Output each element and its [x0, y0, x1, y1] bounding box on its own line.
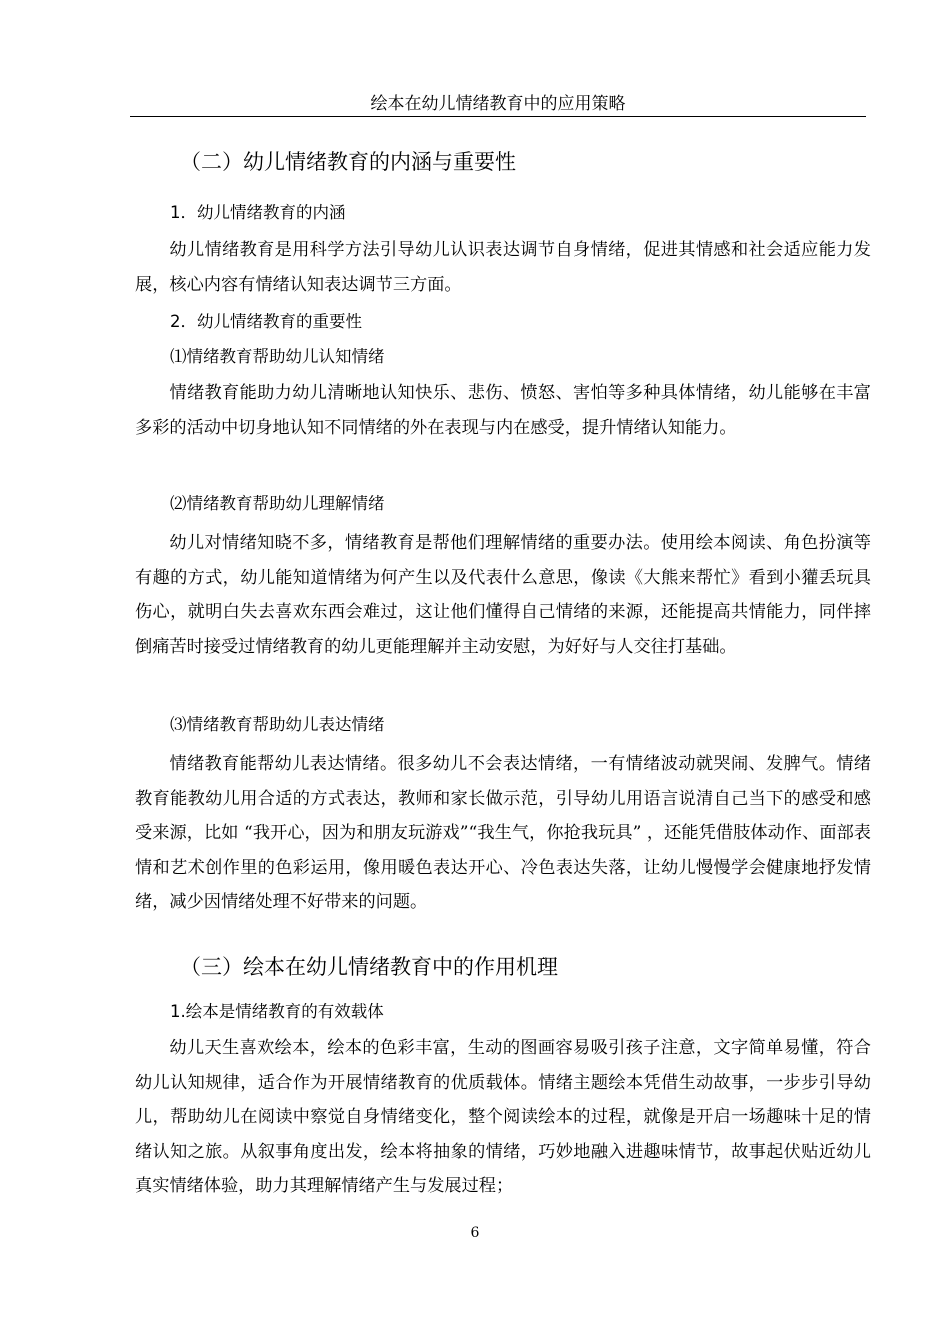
- paragraph-recognize: 情绪教育能助力幼儿清晰地认知快乐、悲伤、愤怒、害怕等多种具体情绪，幼儿能够在丰富多彩的活动中切身地认知不同情绪的外在表现与内在感受，提升情绪认知能力。: [135, 383, 871, 438]
- section-heading-3: （三）绘本在幼儿情绪教育中的作用机理: [180, 955, 558, 979]
- item-title-recognize: ⑴情绪教育帮助幼儿认知情绪: [170, 347, 385, 366]
- subsection-title-carrier: 1.绘本是情绪教育的有效载体: [170, 1002, 384, 1021]
- running-header: 绘本在幼儿情绪教育中的应用策略: [370, 94, 626, 114]
- paragraph-express: 情绪教育能帮幼儿表达情绪。很多幼儿不会表达情绪，一有情绪波动就哭闹、发脾气。情绪教育能教幼儿用合适的方式表达，教师和家长做示范，引导幼儿用语言说清自己当下的感受和感受来源，比如 “我开心，因为和朋友玩游戏”“我生气，你抢我玩具” ，还能凭借肢体动作、面部表情和艺术创作里的色彩运用，像用暖色表达开心、冷色表达失落，让幼儿慢慢学会健康地抒发情绪，减少因情绪处理不好带来的问题。: [135, 754, 871, 913]
- paragraph-understand: 幼儿对情绪知晓不多，情绪教育是帮他们理解情绪的重要办法。使用绘本阅读、角色扮演等有趣的方式，幼儿能知道情绪为何产生以及代表什么意思，像读《大熊来帮忙》看到小獾丢玩具伤心，就明白失去喜欢东西会难过，这让他们懂得自己情绪的来源，还能提高共情能力，同伴摔倒痛苦时接受过情绪教育的幼儿更能理解并主动安慰，为好好与人交往打基础。: [135, 533, 871, 657]
- subsection-title-importance: 2．幼儿情绪教育的重要性: [170, 312, 362, 331]
- page-number: 6: [470, 1225, 480, 1241]
- header-rule: [130, 116, 866, 117]
- paragraph-meaning: 幼儿情绪教育是用科学方法引导幼儿认识表达调节自身情绪，促进其情感和社会适应能力发展，核心内容有情绪认知表达调节三方面。: [135, 240, 871, 295]
- item-title-express: ⑶情绪教育帮助幼儿表达情绪: [170, 715, 385, 734]
- paragraph-carrier: 幼儿天生喜欢绘本，绘本的色彩丰富，生动的图画容易吸引孩子注意，文字简单易懂，符合幼儿认知规律，适合作为开展情绪教育的优质载体。情绪主题绘本凭借生动故事，一步步引导幼儿，帮助幼儿在阅读中察觉自身情绪变化，整个阅读绘本的过程，就像是开启一场趣味十足的情绪认知之旅。从叙事角度出发，绘本将抽象的情绪，巧妙地融入进趣味情节，故事起伏贴近幼儿真实情绪体验，助力其理解情绪产生与发展过程；: [135, 1038, 871, 1197]
- subsection-title-meaning: 1．幼儿情绪教育的内涵: [170, 203, 346, 222]
- section-heading-2: （二）幼儿情绪教育的内涵与重要性: [180, 150, 516, 174]
- item-title-understand: ⑵情绪教育帮助幼儿理解情绪: [170, 494, 385, 513]
